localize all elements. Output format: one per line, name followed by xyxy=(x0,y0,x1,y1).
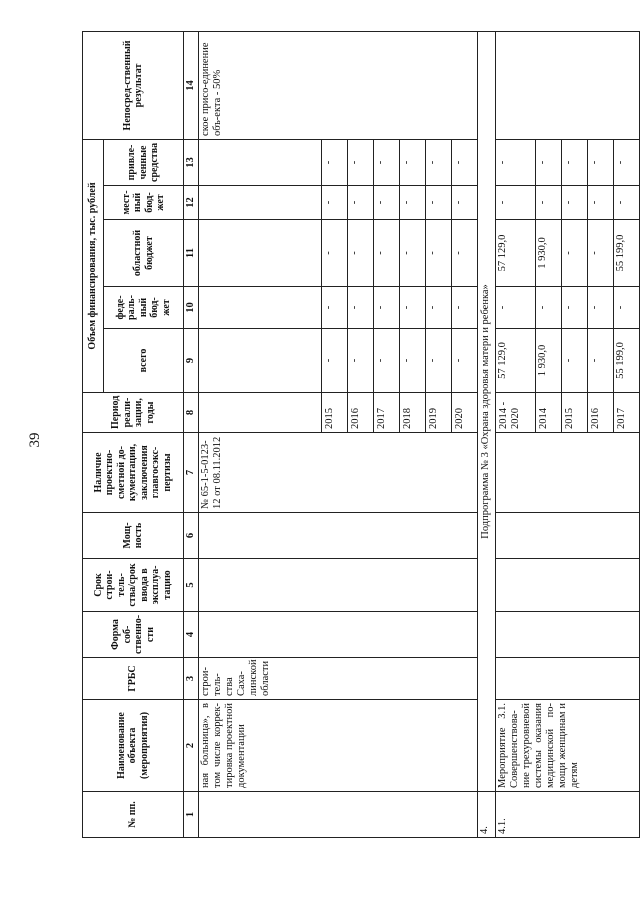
column-number: 13 xyxy=(184,139,199,185)
rotated-table-wrapper xyxy=(82,32,627,838)
local-cell: - xyxy=(322,186,348,220)
grbs-cell: строи-тель-ства Саха-линской области xyxy=(199,658,478,700)
local-cell: - xyxy=(496,186,536,220)
local-cell: - xyxy=(536,186,562,220)
header-period: Период реали-зации, годы xyxy=(83,393,184,433)
column-number-row xyxy=(184,31,199,837)
total-cell: - xyxy=(322,329,348,393)
table-row xyxy=(199,31,322,837)
column-number: 11 xyxy=(184,220,199,287)
header-row xyxy=(83,31,104,837)
federal-cell: - xyxy=(400,287,426,329)
regional-cell: - xyxy=(562,220,588,287)
column-number: 2 xyxy=(184,700,199,792)
term-cell xyxy=(199,559,478,612)
federal-cell: - xyxy=(322,287,348,329)
header-power: Мощ-ность xyxy=(83,513,184,559)
extra-cell xyxy=(199,139,322,185)
local-cell: - xyxy=(400,186,426,220)
regional-cell: - xyxy=(348,220,374,287)
total-cell: 57 129,0 xyxy=(496,329,536,393)
form-cell xyxy=(199,612,478,658)
header-term: Срок строи-тель-ства/срок ввода в эксплуа-тацию xyxy=(83,559,184,612)
column-number: 8 xyxy=(184,393,199,433)
total-cell: - xyxy=(426,329,452,393)
federal-cell: - xyxy=(588,287,614,329)
column-number: 4 xyxy=(184,612,199,658)
column-number: 9 xyxy=(184,329,199,393)
total-cell: - xyxy=(588,329,614,393)
federal-cell: - xyxy=(536,287,562,329)
extra-cell: - xyxy=(348,139,374,185)
header-total: всего xyxy=(104,329,184,393)
local-cell: - xyxy=(348,186,374,220)
federal-cell: - xyxy=(426,287,452,329)
power-cell xyxy=(496,513,640,559)
extra-cell: - xyxy=(562,139,588,185)
federal-cell: - xyxy=(614,287,640,329)
period-cell: 2018 xyxy=(400,393,426,433)
grbs-cell xyxy=(496,658,640,700)
total-cell: 55 199,0 xyxy=(614,329,640,393)
period-cell: 2015 xyxy=(322,393,348,433)
row-num-cell: 4.1. xyxy=(496,792,640,838)
extra-cell: - xyxy=(536,139,562,185)
funding-table xyxy=(82,31,640,838)
federal-cell xyxy=(199,287,322,329)
period-cell: 2017 xyxy=(614,393,640,433)
column-number: 12 xyxy=(184,186,199,220)
period-cell: 2015 xyxy=(562,393,588,433)
period-cell: 2017 xyxy=(374,393,400,433)
page-number: 39 xyxy=(27,432,43,448)
regional-cell: - xyxy=(374,220,400,287)
extra-cell: - xyxy=(400,139,426,185)
header-grbs: ГРБС xyxy=(83,658,184,700)
period-cell: 2014 - 2020 xyxy=(496,393,536,433)
column-number: 6 xyxy=(184,513,199,559)
extra-cell: - xyxy=(322,139,348,185)
header-expertise: Наличие проектно-сметной до-кументации, заключения главгосэкс-пертизы xyxy=(83,433,184,513)
regional-cell: 1 930,0 xyxy=(536,220,562,287)
subprogram-num: 4. xyxy=(478,792,496,838)
extra-cell: - xyxy=(452,139,478,185)
period-cell: 2016 xyxy=(588,393,614,433)
subprogram-title: Подпрограмма № 3 «Охрана здоровья матери и ребенка» xyxy=(478,31,496,791)
local-cell xyxy=(199,186,322,220)
total-cell: - xyxy=(452,329,478,393)
local-cell: - xyxy=(374,186,400,220)
local-cell: - xyxy=(426,186,452,220)
header-regional: областной бюджет xyxy=(104,220,184,287)
table-row xyxy=(496,31,536,837)
expertise-cell xyxy=(496,433,640,513)
object-name-cell: ная больница», в том числе коррек-тировка проектной документации xyxy=(199,700,478,792)
regional-cell xyxy=(199,220,322,287)
activity-name-cell: Мероприятие 3.1. Совершенствова-ние трехуровневой системы оказания медицинской по-мощи женщинам и детям xyxy=(496,700,640,792)
rotated-table xyxy=(82,32,627,838)
federal-cell: - xyxy=(562,287,588,329)
regional-cell: - xyxy=(400,220,426,287)
expertise-cell: № 65-1-5-0123-12 от 08.11.2012 xyxy=(199,433,478,513)
header-name: Наименование объекта (мероприятия) xyxy=(83,700,184,792)
extra-cell: - xyxy=(588,139,614,185)
row-num-cell xyxy=(199,792,478,838)
column-number: 7 xyxy=(184,433,199,513)
regional-cell: 57 129,0 xyxy=(496,220,536,287)
header-extra: привле-ченные средства xyxy=(104,139,184,185)
result-cell xyxy=(496,31,640,139)
regional-cell: 55 199,0 xyxy=(614,220,640,287)
header-result: Непосред-ственный результат xyxy=(83,31,184,139)
federal-cell: - xyxy=(374,287,400,329)
total-cell: - xyxy=(400,329,426,393)
regional-cell: - xyxy=(452,220,478,287)
period-cell xyxy=(199,393,322,433)
regional-cell: - xyxy=(426,220,452,287)
extra-cell: - xyxy=(614,139,640,185)
power-cell xyxy=(199,513,478,559)
period-cell: 2019 xyxy=(426,393,452,433)
total-cell xyxy=(199,329,322,393)
extra-cell: - xyxy=(426,139,452,185)
local-cell: - xyxy=(562,186,588,220)
extra-cell: - xyxy=(374,139,400,185)
column-number: 14 xyxy=(184,31,199,139)
column-number: 1 xyxy=(184,792,199,838)
result-cell: ское присо-единение объ-екта - 50% xyxy=(199,31,478,139)
federal-cell: - xyxy=(348,287,374,329)
local-cell: - xyxy=(614,186,640,220)
extra-cell: - xyxy=(496,139,536,185)
column-number: 3 xyxy=(184,658,199,700)
regional-cell: - xyxy=(322,220,348,287)
total-cell: - xyxy=(562,329,588,393)
column-number: 5 xyxy=(184,559,199,612)
form-cell xyxy=(496,612,640,658)
term-cell xyxy=(496,559,640,612)
subprogram-row xyxy=(478,31,496,837)
header-federal: феде-раль-ный бюд-жет xyxy=(104,287,184,329)
header-num: № пп. xyxy=(83,792,184,838)
header-form: Форма соб-ственно-сти xyxy=(83,612,184,658)
federal-cell: - xyxy=(452,287,478,329)
header-local: мест-ный бюд-жет xyxy=(104,186,184,220)
total-cell: - xyxy=(374,329,400,393)
header-funding-group: Объем финансирования, тыс. рублей xyxy=(83,139,104,392)
period-cell: 2016 xyxy=(348,393,374,433)
period-cell: 2014 xyxy=(536,393,562,433)
total-cell: 1 930,0 xyxy=(536,329,562,393)
federal-cell: - xyxy=(496,287,536,329)
local-cell: - xyxy=(452,186,478,220)
column-number: 10 xyxy=(184,287,199,329)
total-cell: - xyxy=(348,329,374,393)
regional-cell: - xyxy=(588,220,614,287)
local-cell: - xyxy=(588,186,614,220)
period-cell: 2020 xyxy=(452,393,478,433)
